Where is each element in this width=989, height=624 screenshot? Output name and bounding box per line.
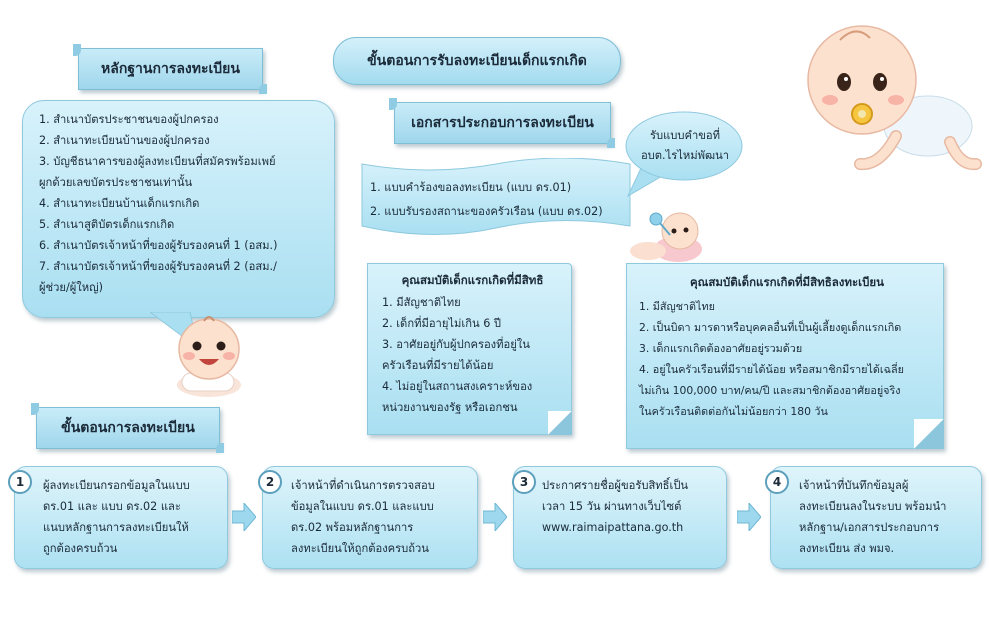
step-4-box — [770, 466, 982, 569]
step-4-line-1: เจ้าหน้าที่บันทึกข้อมูลผู้ — [799, 479, 909, 492]
list-item: 6. สำเนาบัตรเจ้าหน้าที่ของผู้รับรองคนที่ 1 (อสม.) — [39, 239, 278, 252]
documents-heading-banner — [394, 102, 611, 144]
step-1-line-4: ถูกต้องครบถ้วน — [43, 542, 118, 555]
eligible-child-heading: คุณสมบัติเด็กแรกเกิดที่มีสิทธิ — [401, 273, 544, 287]
eligible-child-fold — [548, 411, 572, 435]
list-item: 1. มีสัญชาติไทย — [639, 300, 715, 313]
step-1-box — [14, 466, 228, 569]
documents-list — [370, 176, 603, 224]
list-item: ไม่เกิน 100,000 บาท/คน/ปี และสมาชิกต้องอาศัยอยู่จริง — [639, 384, 901, 397]
callout-line-1: รับแบบคำขอที่ — [649, 129, 721, 142]
list-item: 1. มีสัญชาติไทย — [382, 296, 461, 309]
callout-line-2: อบต.ไรไหม่พัฒนา — [640, 149, 730, 162]
page-title-pill — [333, 37, 621, 85]
list-item: 1. สำเนาบัตรประชาชนของผู้ปกครอง — [39, 113, 219, 126]
arrow-right-icon — [483, 503, 507, 531]
list-item: ครัวเรือนที่มีรายได้น้อย — [382, 359, 494, 372]
step-2-number: 2 — [258, 470, 282, 494]
baby-sitting-illustration — [166, 313, 252, 399]
evidence-heading-banner — [78, 48, 263, 90]
step-2-line-2: ข้อมูลในแบบ ดร.01 และแบบ — [291, 500, 434, 513]
eligible-registrant-box — [626, 263, 944, 449]
step-1-line-3: แนบหลักฐานการลงทะเบียนให้ — [43, 521, 189, 534]
list-item: 1. แบบคำร้องขอลงทะเบียน (แบบ ดร.01) — [370, 181, 572, 194]
list-item: 2. เด็กที่มีอายุไม่เกิน 6 ปี — [382, 317, 501, 330]
list-item: 2. แบบรับรองสถานะของครัวเรือน (แบบ ดร.02) — [370, 205, 603, 218]
documents-heading: เอกสารประกอบการลงทะเบียน — [411, 115, 594, 131]
list-item: 7. สำเนาบัตรเจ้าหน้าที่ของผู้รับรองคนที่ 2 (อสม./ — [39, 260, 277, 273]
step-3-line-2: เวลา 15 วัน ผ่านทางเว็บไซต์ — [542, 500, 682, 513]
eligible-registrant-list — [639, 296, 935, 422]
list-item: ผูกด้วยเลขบัตรประชาชนเท่านั้น — [39, 176, 193, 189]
evidence-heading: หลักฐานการลงทะเบียน — [101, 61, 240, 77]
list-item: 3. อาศัยอยู่กับผู้ปกครองที่อยู่ใน — [382, 338, 530, 351]
list-item: 4. สำเนาทะเบียนบ้านเด็กแรกเกิด — [39, 197, 200, 210]
eligible-registrant-heading: คุณสมบัติเด็กแรกเกิดที่มีสิทธิลงทะเบียน — [689, 275, 885, 289]
step-2-line-1: เจ้าหน้าที่ดำเนินการตรวจสอบ — [291, 479, 435, 492]
step-3-number: 3 — [512, 470, 536, 494]
step-3-line-3: www.raimaipattana.go.th — [542, 521, 684, 534]
step-1-line-2: ดร.01 และ แบบ ดร.02 และ — [43, 500, 181, 513]
list-item: ผู้ช่วย/ผู้ใหญ่) — [39, 281, 104, 294]
step-2-line-4: ลงทะเบียนให้ถูกต้องครบถ้วน — [291, 542, 429, 555]
step-3-line-1: ประกาศรายชื่อผู้ขอรับสิทธิ์เป็น — [542, 479, 689, 492]
callout-text — [630, 126, 740, 166]
page-title: ขั้นตอนการรับลงทะเบียนเด็กแรกเกิด — [367, 53, 587, 69]
list-item: 4. ไม่อยู่ในสถานสงเคราะห์ของ — [382, 380, 533, 393]
step-4-line-3: หลักฐาน/เอกสารประกอบการ — [799, 521, 940, 534]
baby-crawling-illustration — [800, 16, 984, 176]
step-2-box — [262, 466, 478, 569]
list-item: 3. เด็กแรกเกิดต้องอาศัยอยู่รวมด้วย — [639, 342, 803, 355]
list-item: 5. สำเนาสูติบัตรเด็กแรกเกิด — [39, 218, 175, 231]
eligible-child-box — [367, 263, 572, 435]
step-3-box — [513, 466, 727, 569]
list-item: 2. เป็นบิดา มารดาหรือบุคคลอื่นที่เป็นผู้เลี้ยงดูเด็กแรกเกิด — [639, 321, 902, 334]
arrow-right-icon — [232, 503, 256, 531]
step-2-line-3: ดร.02 พร้อมหลักฐานการ — [291, 521, 414, 534]
list-item: ในครัวเรือนติดต่อกันไม่น้อยกว่า 180 วัน — [639, 405, 828, 418]
eligible-registrant-fold — [914, 419, 944, 449]
steps-heading: ขั้นตอนการลงทะเบียน — [61, 420, 195, 436]
list-item: 2. สำเนาทะเบียนบ้านของผู้ปกครอง — [39, 134, 210, 147]
evidence-box — [22, 100, 335, 318]
step-4-line-4: ลงทะเบียน ส่ง พมจ. — [799, 542, 895, 555]
step-4-number: 4 — [765, 470, 789, 494]
list-item: 3. บัญชีธนาคารของผู้ลงทะเบียนที่สมัครพร้อมเพย์ — [39, 155, 276, 168]
eligible-child-list — [382, 292, 563, 418]
baby-lying-illustration — [626, 205, 704, 267]
arrow-right-icon — [737, 503, 761, 531]
step-4-line-2: ลงทะเบียนลงในระบบ พร้อมนำ — [799, 500, 947, 513]
documents-list-wrap — [370, 176, 603, 224]
step-1-line-1: ผู้ลงทะเบียนกรอกข้อมูลในแบบ — [43, 479, 190, 492]
evidence-list — [39, 109, 324, 298]
list-item: หน่วยงานของรัฐ หรือเอกชน — [382, 401, 518, 414]
list-item: 4. อยู่ในครัวเรือนที่มีรายได้น้อย หรือสมาชิกมีรายได้เฉลี่ย — [639, 363, 904, 376]
steps-heading-banner — [36, 407, 220, 449]
step-1-number: 1 — [8, 470, 32, 494]
